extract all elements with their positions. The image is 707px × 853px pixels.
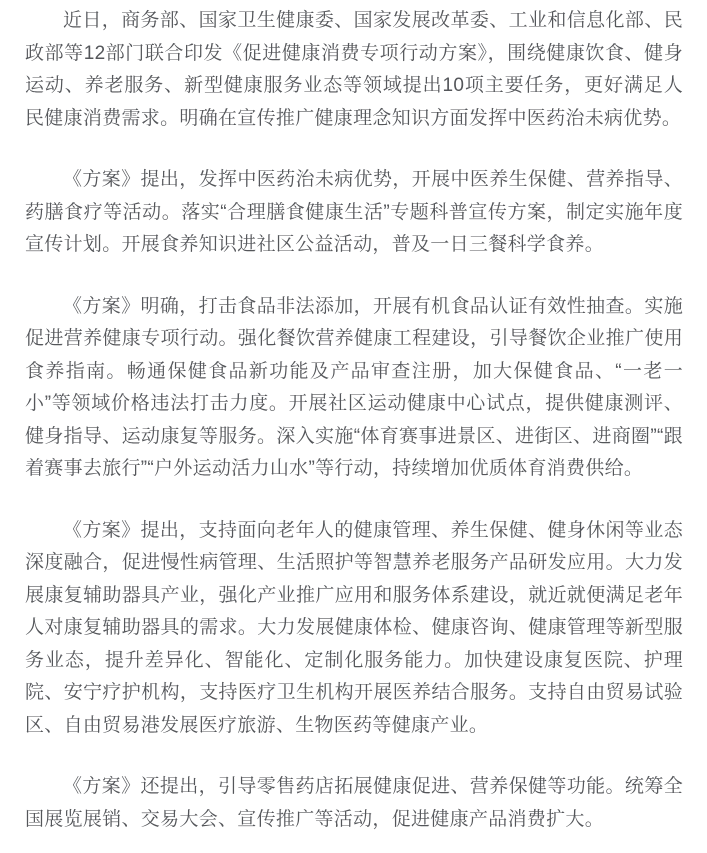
paragraph: 《方案》提出，支持面向老年人的健康管理、养生保健、健身休闲等业态深度融合，促进慢性病管理、生活照护等智慧养老服务产品研发应用。大力发展康复辅助器具产业，强化产业推广应用和服务体系建设，就近就便满足老年人对康复辅助器具的需求。大力发展健康体检、健康咨询、健康管理等新型服务业态，提升差异化、智能化、定制化服务能力。加快建设康复医院、护理院、安宁疗护机构，支持医疗卫生机构开展医养结合服务。支持自由贸易试验区、自由贸易港发展医疗旅游、生物医药等健康产业。 [25,519,683,736]
paragraph: 近日，商务部、国家卫生健康委、国家发展改革委、工业和信息化部、民政部等12部门联合印发《促进健康消费专项行动方案》，围绕健康饮食、健身运动、养老服务、新型健康服务业态等领域提出10项主要任务，更好满足人民健康消费需求。明确在宣传推广健康理念知识方面发挥中医药治未病优势。 [25,10,683,129]
paragraph: 《方案》还提出，引导零售药店拓展健康促进、营养保健等功能。统筹全国展览展销、交易大会、宣传推广等活动，促进健康产品消费扩大。 [25,776,683,830]
article-body [25,5,683,836]
paragraph: 《方案》提出，发挥中医药治未病优势，开展中医养生保健、营养指导、药膳食疗等活动。落实“合理膳食健康生活”专题科普宣传方案，制定实施年度宣传计划。开展食养知识进社区公益活动，普及一日三餐科学食养。 [25,169,683,255]
paragraph: 《方案》明确，打击食品非法添加，开展有机食品认证有效性抽查。实施促进营养健康专项行动。强化餐饮营养健康工程建设，引导餐饮企业推广使用食养指南。畅通保健食品新功能及产品审查注册，加大保健食品、“一老一小”等领域价格违法打击力度。开展社区运动健康中心试点，提供健康测评、健身指导、运动康复等服务。深入实施“体育赛事进景区、进街区、进商圈”“跟着赛事去旅行”“户外运动活力山水”等行动，持续增加优质体育消费供给。 [25,295,683,479]
